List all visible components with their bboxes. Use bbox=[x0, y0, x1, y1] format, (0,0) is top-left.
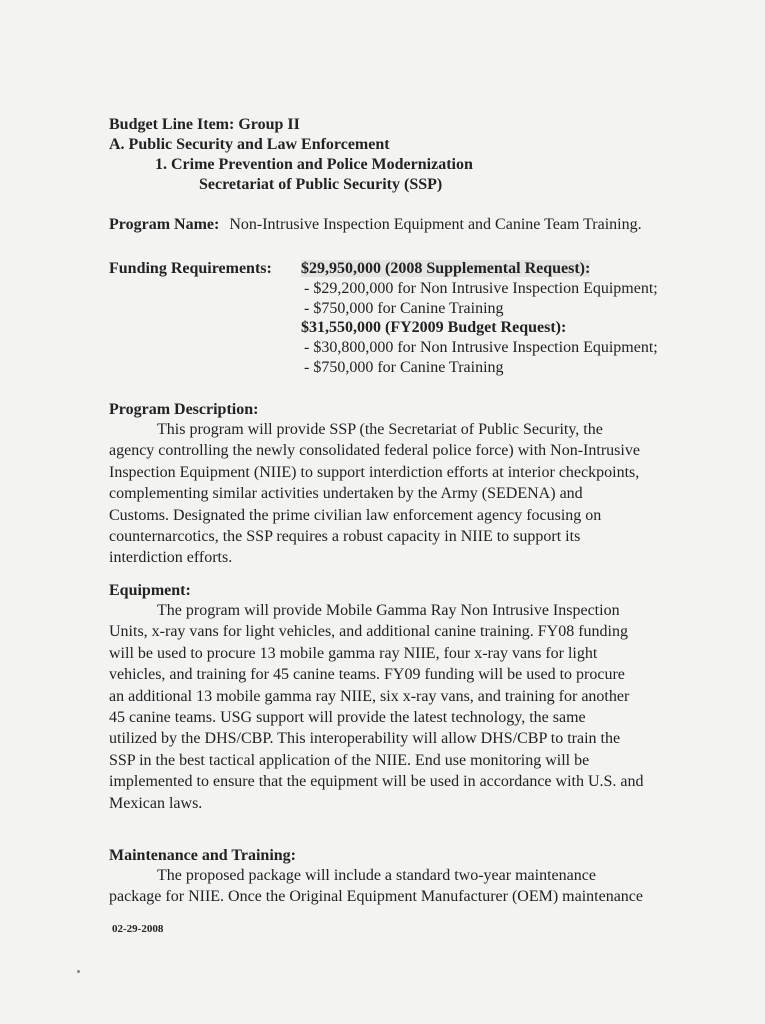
funding-label: Funding Requirements: bbox=[109, 260, 272, 277]
paragraph-line: vehicles, and training for 45 canine teams. FY09 funding will be used to procure bbox=[109, 666, 625, 684]
equipment-heading: Equipment: bbox=[109, 582, 191, 599]
section-heading: A. Public Security and Law Enforcement bbox=[109, 136, 390, 153]
paragraph-line: This program will provide SSP (the Secretariat of Public Security, the bbox=[157, 421, 603, 438]
funding-request-total bbox=[301, 259, 590, 279]
paragraph-line: Inspection Equipment (NIIE) to support interdiction efforts at interior checkpoints, bbox=[109, 463, 640, 481]
funding-item: - $750,000 for Canine Training bbox=[304, 300, 504, 317]
footer-date: 02-29-2008 bbox=[112, 923, 164, 935]
funding-item: - $29,200,000 for Non Intrusive Inspection Equipment; bbox=[304, 280, 658, 297]
equipment-body bbox=[109, 600, 709, 814]
paragraph-line: counternarcotics, the SSP requires a robust capacity in NIIE to support its bbox=[109, 528, 581, 546]
funding-item: - $30,800,000 for Non Intrusive Inspection Equipment; bbox=[304, 339, 658, 356]
paragraph-line: Units, x-ray vans for light vehicles, and additional canine training. FY08 funding bbox=[109, 623, 628, 641]
paragraph-line: an additional 13 mobile gamma ray NIIE, six x-ray vans, and training for another bbox=[109, 687, 630, 705]
paragraph-line: The proposed package will include a standard two-year maintenance bbox=[157, 867, 596, 884]
paragraph-line: Customs. Designated the prime civilian law enforcement agency focusing on bbox=[109, 506, 602, 524]
program-name-value: Non-Intrusive Inspection Equipment and Canine Team Training. bbox=[229, 216, 642, 233]
program-name-label: Program Name: bbox=[109, 216, 220, 233]
program-description-heading: Program Description: bbox=[109, 401, 259, 418]
funding-item: - $750,000 for Canine Training bbox=[304, 359, 504, 376]
paragraph-line: utilized by the DHS/CBP. This interoperability will allow DHS/CBP to train the bbox=[109, 730, 621, 748]
paragraph-line: will be used to procure 13 mobile gamma ray NIIE, four x-ray vans for light bbox=[109, 644, 598, 662]
funding-request-total: $31,550,000 (FY2009 Budget Request): bbox=[301, 319, 567, 336]
scan-speck bbox=[77, 970, 80, 973]
paragraph-line: SSP in the best tactical application of the NIIE. End use monitoring will be bbox=[109, 751, 590, 769]
program-name-row bbox=[109, 215, 642, 235]
paragraph-line: The program will provide Mobile Gamma Ray Non Intrusive Inspection bbox=[157, 602, 620, 619]
funding-request-total-text: $29,950,000 (2008 Supplemental Request): bbox=[301, 260, 591, 277]
paragraph-line: complementing similar activities undertaken by the Army (SEDENA) and bbox=[109, 485, 583, 503]
paragraph-line: agency controlling the newly consolidated federal police force) with Non-Intrusive bbox=[109, 442, 640, 460]
maintenance-body bbox=[109, 865, 709, 908]
paragraph-line: interdiction efforts. bbox=[109, 549, 233, 567]
paragraph-line: Mexican laws. bbox=[109, 794, 203, 812]
paragraph-line: 45 canine teams. USG support will provide the latest technology, the same bbox=[109, 709, 586, 727]
paragraph-line: implemented to ensure that the equipment will be used in accordance with U.S. and bbox=[109, 773, 644, 791]
maintenance-heading: Maintenance and Training: bbox=[109, 847, 296, 864]
paragraph-line: package for NIIE. Once the Original Equipment Manufacturer (OEM) maintenance bbox=[109, 888, 643, 906]
subsection-heading: 1. Crime Prevention and Police Modernization bbox=[155, 156, 473, 173]
program-description-body bbox=[109, 419, 709, 569]
budget-line-item-heading: Budget Line Item: Group II bbox=[109, 116, 300, 133]
agency-heading: Secretariat of Public Security (SSP) bbox=[199, 176, 443, 193]
